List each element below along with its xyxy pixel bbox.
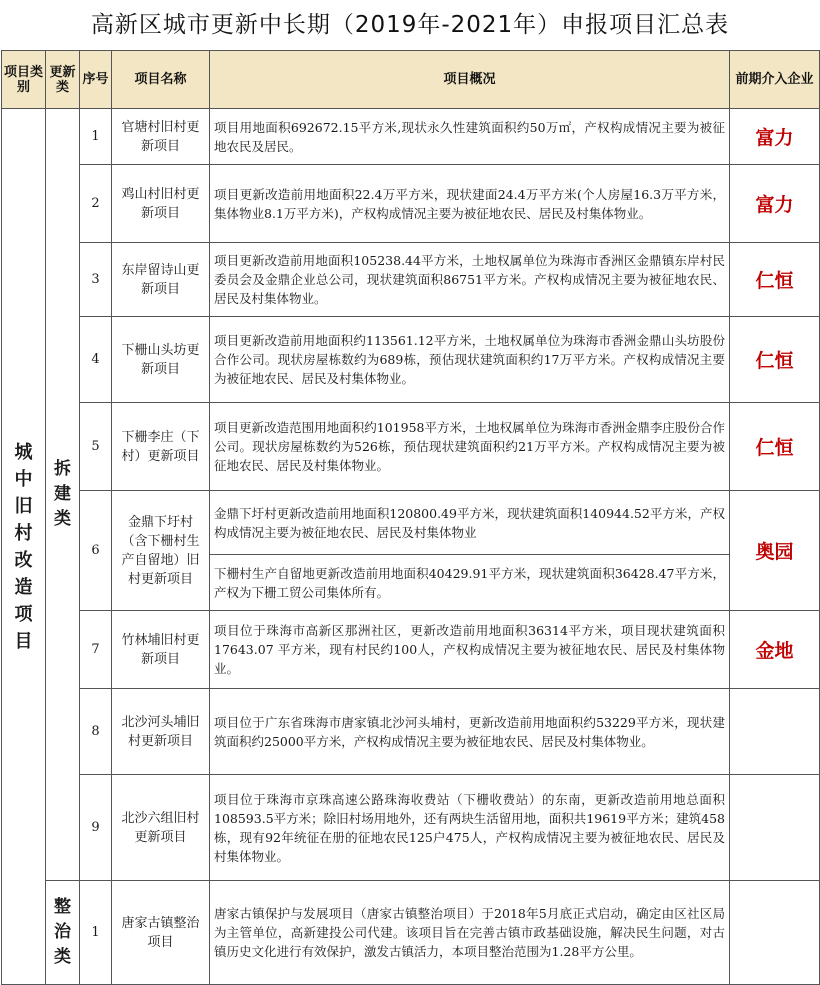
header-category: 项目类别	[2, 51, 46, 109]
row-name: 下栅李庄（下村）更新项目	[112, 403, 210, 491]
table-row	[2, 881, 820, 985]
row-overview: 项目更新改造前用地面积105238.44平方米，土地权属单位为珠海市香洲区金鼎镇东岸村民委员会及金鼎企业总公司，现状建筑面积86751平方米。产权构成情况主要为被征地农民、居民及村集体物业。	[210, 243, 730, 317]
row-name: 金鼎下圩村（含下栅村生产自留地）旧村更新项目	[112, 491, 210, 611]
row-enterprise: 富力	[730, 165, 820, 243]
row-overview-secondary: 下栅村生产自留地更新改造前用地面积40429.91平方米，现状建筑面积36428.47平方米，产权为下栅工贸公司集体所有。	[210, 555, 730, 611]
row-overview: 项目位于广东省珠海市唐家镇北沙河头埔村，更新改造前用地面积约53229平方米，现状建筑面积约25000平方米，产权构成情况主要为被征地农民、居民及村集体物业。	[210, 689, 730, 775]
row-overview: 项目更新改造范围用地面积约101958平方米，土地权属单位为珠海市香洲金鼎李庄股份合作公司。现状房屋栋数约为526栋，预估现状建筑面积约21万平方米。产权构成情况主要为被征地农民、居民及村集体物业。	[210, 403, 730, 491]
table-row	[2, 689, 820, 775]
header-renewal-type: 更新类	[46, 51, 80, 109]
row-name: 北沙六组旧村更新项目	[112, 775, 210, 881]
row-overview: 金鼎下圩村更新改造前用地面积120800.49平方米，现状建筑面积140944.52平方米，产权构成情况主要为被征地农民、居民及村集体物业	[210, 491, 730, 555]
header-enterprise: 前期介入企业	[730, 51, 820, 109]
row-enterprise: 金地	[730, 611, 820, 689]
row-enterprise: 奥园	[730, 491, 820, 611]
row-overview: 项目用地面积692672.15平方米,现状永久性建筑面积约50万㎡，产权构成情况主要为被征地农民及居民。	[210, 109, 730, 165]
row-seq: 1	[80, 881, 112, 985]
row-name: 鸡山村旧村更新项目	[112, 165, 210, 243]
row-seq: 9	[80, 775, 112, 881]
table-row	[2, 165, 820, 243]
category-cell: 城中旧村改造项目	[2, 109, 46, 985]
row-name: 北沙河头埔旧村更新项目	[112, 689, 210, 775]
header-name: 项目名称	[112, 51, 210, 109]
row-seq: 7	[80, 611, 112, 689]
table-row	[2, 775, 820, 881]
row-enterprise	[730, 689, 820, 775]
row-seq: 3	[80, 243, 112, 317]
project-summary-table	[1, 50, 820, 985]
row-enterprise	[730, 775, 820, 881]
row-name: 官塘村旧村更新项目	[112, 109, 210, 165]
row-enterprise: 仁恒	[730, 403, 820, 491]
row-overview: 项目位于珠海市高新区那洲社区，更新改造前用地面积36314平方米，项目现状建筑面积17643.07 平方米，现有村民约100人，产权构成情况主要为被征地农民、居民及村集体物业。	[210, 611, 730, 689]
row-enterprise	[730, 881, 820, 985]
row-seq: 5	[80, 403, 112, 491]
row-enterprise: 仁恒	[730, 317, 820, 403]
table-row	[2, 317, 820, 403]
row-overview: 项目更新改造前用地面积约113561.12平方米，土地权属单位为珠海市香洲金鼎山头坊股份合作公司。现状房屋栋数约为689栋，预估现状建筑面积约17万平方米。产权构成情况主要为被征地农民、居民及村集体物业。	[210, 317, 730, 403]
row-name: 下栅山头坊更新项目	[112, 317, 210, 403]
row-seq: 6	[80, 491, 112, 611]
group-demolish: 拆建类	[46, 109, 80, 881]
table-row	[2, 109, 820, 165]
header-row	[2, 51, 820, 109]
group-renovate: 整治类	[46, 881, 80, 985]
table-row	[2, 243, 820, 317]
row-enterprise: 仁恒	[730, 243, 820, 317]
header-overview: 项目概况	[210, 51, 730, 109]
row-name: 唐家古镇整治项目	[112, 881, 210, 985]
row-name: 东岸留诗山更新项目	[112, 243, 210, 317]
row-seq: 2	[80, 165, 112, 243]
table-title: 高新区城市更新中长期（2019年-2021年）申报项目汇总表	[90, 12, 730, 38]
row-overview: 项目位于珠海市京珠高速公路珠海收费站（下栅收费站）的东南，更新改造前用地总面积108593.5平方米；除旧村场用地外，还有两块生活留用地，面积共19619平方米；建筑458栋，现有92年统征在册的征地农民125户475人，产权构成情况主要为被征地农民、居民及村集体物业。	[210, 775, 730, 881]
row-seq: 8	[80, 689, 112, 775]
row-seq: 4	[80, 317, 112, 403]
row-overview: 唐家古镇保护与发展项目（唐家古镇整治项目）于2018年5月底正式启动，确定由区社区局为主管单位，高新建投公司代建。该项目旨在完善古镇市政基础设施，解决民生问题，对古镇历史文化进行有效保护，激发古镇活力，本项目整治范围为1.28平方公里。	[210, 881, 730, 985]
header-seq: 序号	[80, 51, 112, 109]
table-row	[2, 611, 820, 689]
table-row	[2, 403, 820, 491]
row-enterprise: 富力	[730, 109, 820, 165]
row-name: 竹林埔旧村更新项目	[112, 611, 210, 689]
row-overview: 项目更新改造前用地面积22.4万平方米，现状建面24.4万平方米(个人房屋16.3万平方米，集体物业8.1万平方米)，产权构成情况主要为被征地农民、居民及村集体物业。	[210, 165, 730, 243]
row-seq: 1	[80, 109, 112, 165]
table-row	[2, 491, 820, 555]
